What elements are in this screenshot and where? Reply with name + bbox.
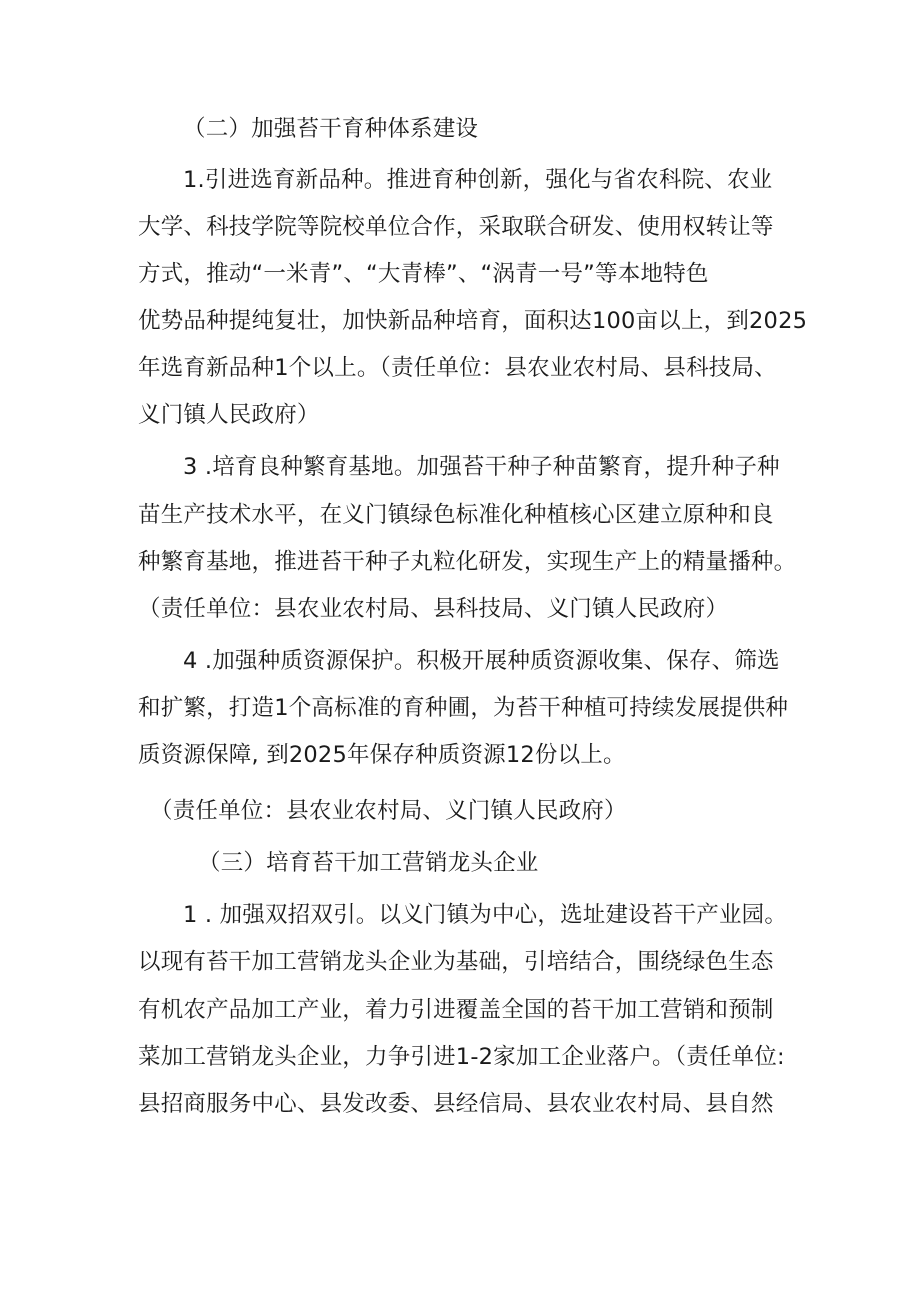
paragraph-line: 1 . 加强双招双引。以义门镇为中心，选址建设苔干产业园。 <box>183 902 788 928</box>
paragraph-line: （责任单位：县农业农村局、县科技局、义门镇人民政府） <box>138 596 729 622</box>
paragraph-line: 菜加工营销龙头企业，力争引进1-2家加工企业落户。（责任单位: <box>138 1044 785 1070</box>
paragraph-line: 和扩繁，打造1个高标准的育种圃，为苔干种植可持续发展提供种 <box>138 695 789 721</box>
paragraph-line: 4 .加强种质资源保护。积极开展种质资源收集、保存、筛选 <box>183 648 780 674</box>
paragraph-line: 苗生产技术水平，在义门镇绿色标准化种植核心区建立原种和良 <box>138 502 774 528</box>
section-2-heading: （二）加强苔干育种体系建设 <box>183 116 479 142</box>
section-3-heading: （三）培育苔干加工营销龙头企业 <box>198 850 539 876</box>
paragraph-line: 义门镇人民政府） <box>138 402 320 428</box>
paragraph-line: 种繁育基地，推进苔干种子丸粒化研发，实现生产上的精量播种。 <box>138 549 797 575</box>
paragraph-line: 质资源保障, 到2025年保存种质资源12份以上。 <box>138 742 626 768</box>
paragraph-line: 县招商服务中心、县发改委、县经信局、县农业农村局、县自然 <box>138 1091 774 1117</box>
paragraph-line: 1.引进选育新品种。推进育种创新，强化与省农科院、农业 <box>183 167 773 193</box>
paragraph-line: 3 .培育良种繁育基地。加强苔干种子种苗繁育，提升种子种 <box>183 454 780 480</box>
paragraph-line: 大学、科技学院等院校单位合作，采取联合研发、使用权转让等 <box>138 214 774 240</box>
paragraph-line: 年选育新品种1个以上。（责任单位：县农业农村局、县科技局、 <box>138 355 777 381</box>
paragraph-line: 有机农产品加工产业，着力引进覆盖全国的苔干加工营销和预制 <box>138 997 774 1023</box>
paragraph-line: 以现有苔干加工营销龙头企业为基础，引培结合，围绕绿色生态 <box>138 949 774 975</box>
section-2-item-4-responsibility: （责任单位：县农业农村局、义门镇人民政府） <box>150 798 627 824</box>
paragraph-line: 优势品种提纯复壮，加快新品种培育，面积达100亩以上，到2025 <box>138 308 808 334</box>
paragraph-line: 方式，推动“一米青”、“大青棒”、“涡青一号”等本地特色 <box>138 261 709 287</box>
